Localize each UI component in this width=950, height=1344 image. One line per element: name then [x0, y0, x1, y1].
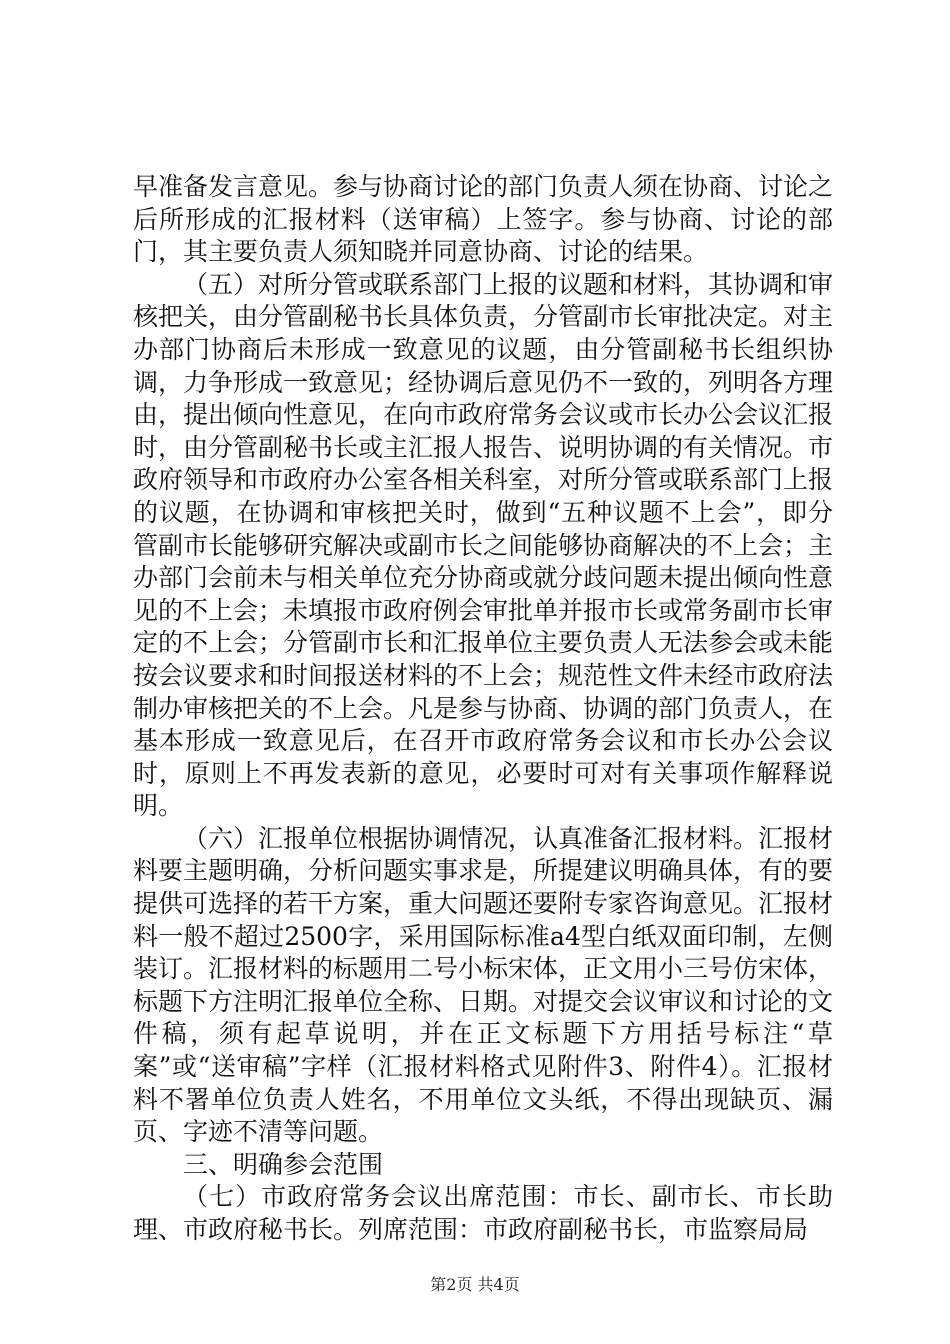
paragraph-item-7: （七）市政府常务会议出席范围：市长、副市长、市长助理、市政府秘书长。列席范围：市政府副秘书长，市监察局局 — [133, 1182, 833, 1244]
paragraph-item-5: （五）对所分管或联系部门上报的议题和材料，其协调和审核把关，由分管副秘书长具体负责，分管副市长审批决定。对主办部门协商后未形成一致意见的议题，由分管副秘书长组织协调，力争形成一致意见；经协调后意见仍不一致的，列明各方理由，提出倾向性意见，在向市政府常务会议或市长办公会议汇报时，由分管副秘书长或主汇报人报告、说明协调的有关情况。市政府领导和市政府办公室各相关科室，对所分管或联系部门上报的议题，在协调和审核把关时，做到“五种议题不上会”，即分管副市长能够研究解决或副市长之间能够协商解决的不上会；主办部门会前未与相关单位充分协商或就分歧问题未提出倾向性意见的不上会；未填报市政府例会审批单并报市长或常务副市长审定的不上会；分管副市长和汇报单位主要负责人无法参会或未能按会议要求和时间报送材料的不上会；规范性文件未经市政府法制办审核把关的不上会。凡是参与协商、协调的部门负责人，在基本形成一致意见后，在召开市政府常务会议和市长办公会议时，原则上不再发表新的意见，必要时可对有关事项作解释说明。 — [133, 269, 834, 821]
paragraph-item-6: （六）汇报单位根据协调情况，认真准备汇报材料。汇报材料要主题明确，分析问题实事求是，所提建议明确具体，有的要提供可选择的若干方案，重大问题还要附专家咨询意见。汇报材料一般不超过2500字，采用国际标准a4型白纸双面印制，左侧装订。汇报材料的标题用二号小标宋体，正文用小三号仿宋体，标题下方注明汇报单位全称、日期。对提交会议审议和讨论的文件稿，须有起草说明，并在正文标题下方用括号标注“草案”或“送审稿”字样（汇报材料格式见附件3、附件4）。汇报材料不署单位负责人姓名，不用单位文头纸，不得出现缺页、漏页、字迹不清等问题。 — [133, 823, 834, 1147]
paragraph-continuation: 早准备发言意见。参与协商讨论的部门负责人须在协商、讨论之后所形成的汇报材料（送审稿）上签字。参与协商、讨论的部门，其主要负责人须知晓并同意协商、讨论的结果。 — [133, 172, 834, 267]
section-heading: 三、明确参会范围 — [183, 1149, 384, 1179]
page-footer: 第2页 共4页 — [430, 1275, 520, 1294]
document-body — [133, 171, 833, 1247]
